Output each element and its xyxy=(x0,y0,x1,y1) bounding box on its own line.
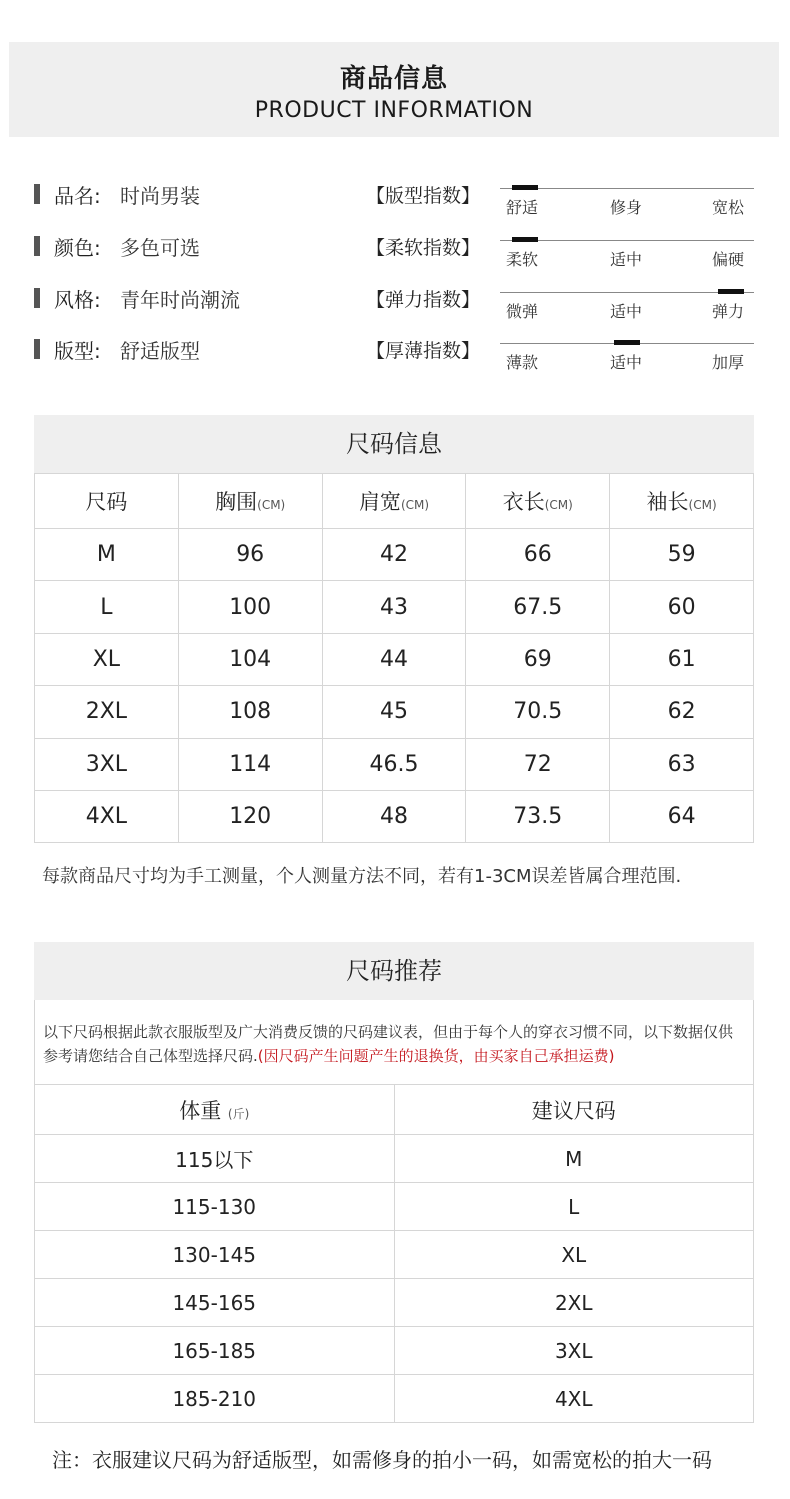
table-row xyxy=(35,738,754,790)
size-rec-table xyxy=(34,1084,754,1423)
size-info-title: 尺码信息 xyxy=(34,415,754,473)
table-row xyxy=(35,1183,754,1231)
table-cell: 62 xyxy=(610,686,754,738)
scale-option: 加厚 xyxy=(712,353,745,372)
scale-marker xyxy=(614,340,640,345)
scale-marker xyxy=(718,289,744,294)
table-cell: M xyxy=(35,529,179,581)
table-cell: XL xyxy=(394,1231,754,1279)
elasticity-index-label: 【弹力指数】 xyxy=(366,289,481,311)
info-key: 品名: xyxy=(54,184,101,208)
table-cell: 72 xyxy=(466,738,610,790)
scale-line xyxy=(500,188,754,189)
table-cell: 48 xyxy=(322,790,466,842)
product-info-header xyxy=(9,42,779,137)
info-value: 舒适版型 xyxy=(120,339,200,363)
scale-option: 适中 xyxy=(610,353,643,372)
table-cell: 42 xyxy=(322,529,466,581)
column-header: 胸围(CM) xyxy=(178,474,322,529)
scale-option: 弹力 xyxy=(712,302,745,321)
size-rec-title: 尺码推荐 xyxy=(34,942,754,1000)
scale-option: 适中 xyxy=(610,250,643,269)
table-row xyxy=(35,1375,754,1423)
table-cell: 3XL xyxy=(394,1327,754,1375)
info-value: 时尚男装 xyxy=(120,184,200,208)
scale-line xyxy=(500,240,754,241)
table-cell: 108 xyxy=(178,686,322,738)
column-header: 建议尺码 xyxy=(394,1085,754,1135)
table-cell: XL xyxy=(35,633,179,685)
table-cell: 2XL xyxy=(35,686,179,738)
table-cell: 46.5 xyxy=(322,738,466,790)
table-cell: 145-165 xyxy=(35,1279,395,1327)
softness-index-label: 【柔软指数】 xyxy=(366,237,481,259)
rec-desc-warning: (因尺码产生问题产生的退换货，由买家自己承担运费) xyxy=(257,1047,615,1065)
column-header: 体重 (斤) xyxy=(35,1085,395,1135)
column-header: 肩宽(CM) xyxy=(322,474,466,529)
info-key: 版型: xyxy=(54,339,101,363)
scale-option: 薄款 xyxy=(506,353,539,372)
table-cell: 185-210 xyxy=(35,1375,395,1423)
table-row xyxy=(35,633,754,685)
table-cell: 4XL xyxy=(35,790,179,842)
table-cell: 45 xyxy=(322,686,466,738)
bullet-marker xyxy=(34,288,40,308)
size-rec-description xyxy=(34,1000,754,1084)
page-subtitle: PRODUCT INFORMATION xyxy=(254,98,534,123)
table-row xyxy=(35,529,754,581)
table-cell: 61 xyxy=(610,633,754,685)
scale-marker xyxy=(512,237,538,242)
table-cell: 70.5 xyxy=(466,686,610,738)
fit-advice-note: 注：衣服建议尺码为舒适版型，如需修身的拍小一码，如需宽松的拍大一码 xyxy=(52,1448,712,1472)
rec-desc-text: 以下尺码根据此款衣服版型及广大消费反馈的尺码建议表，但由于每个人的穿衣习惯不同，以下数据仅供参考请您结合自己体型选择尺码. xyxy=(43,1023,734,1065)
scale-option: 偏硬 xyxy=(712,250,745,269)
bullet-marker xyxy=(34,236,40,256)
table-cell: 44 xyxy=(322,633,466,685)
scale-option: 修身 xyxy=(610,198,643,217)
table-cell: L xyxy=(35,581,179,633)
table-row xyxy=(35,581,754,633)
size-info-table xyxy=(34,473,754,843)
table-cell: L xyxy=(394,1183,754,1231)
elasticity-index-scale xyxy=(500,289,754,329)
table-row xyxy=(35,1327,754,1375)
table-cell: 100 xyxy=(178,581,322,633)
table-cell: 3XL xyxy=(35,738,179,790)
table-cell: 67.5 xyxy=(466,581,610,633)
table-cell: M xyxy=(394,1135,754,1183)
info-key: 颜色: xyxy=(54,236,101,260)
table-cell: 64 xyxy=(610,790,754,842)
table-cell: 165-185 xyxy=(35,1327,395,1375)
scale-marker xyxy=(512,185,538,190)
table-cell: 73.5 xyxy=(466,790,610,842)
table-cell: 43 xyxy=(322,581,466,633)
table-cell: 60 xyxy=(610,581,754,633)
table-header-row xyxy=(35,474,754,529)
table-cell: 63 xyxy=(610,738,754,790)
scale-option: 微弹 xyxy=(506,302,539,321)
table-cell: 69 xyxy=(466,633,610,685)
column-header: 尺码 xyxy=(35,474,179,529)
table-cell: 59 xyxy=(610,529,754,581)
table-row xyxy=(35,1231,754,1279)
thickness-index-scale xyxy=(500,340,754,380)
table-cell: 96 xyxy=(178,529,322,581)
table-cell: 120 xyxy=(178,790,322,842)
table-cell: 104 xyxy=(178,633,322,685)
scale-line xyxy=(500,292,754,293)
table-row xyxy=(35,1279,754,1327)
table-row xyxy=(35,1135,754,1183)
bullet-marker xyxy=(34,339,40,359)
softness-index-scale xyxy=(500,237,754,277)
table-row xyxy=(35,686,754,738)
table-cell: 66 xyxy=(466,529,610,581)
fit-index-scale xyxy=(500,185,754,225)
thickness-index-label: 【厚薄指数】 xyxy=(366,340,481,362)
bullet-marker xyxy=(34,184,40,204)
table-cell: 130-145 xyxy=(35,1231,395,1279)
column-header: 袖长(CM) xyxy=(610,474,754,529)
scale-option: 舒适 xyxy=(506,198,539,217)
fit-index-label: 【版型指数】 xyxy=(366,185,481,207)
info-value: 青年时尚潮流 xyxy=(120,288,240,312)
info-key: 风格: xyxy=(54,288,101,312)
table-cell: 115-130 xyxy=(35,1183,395,1231)
table-cell: 115以下 xyxy=(35,1135,395,1183)
table-header-row xyxy=(35,1085,754,1135)
info-value: 多色可选 xyxy=(120,236,200,260)
scale-option: 柔软 xyxy=(506,250,539,269)
scale-option: 适中 xyxy=(610,302,643,321)
table-cell: 4XL xyxy=(394,1375,754,1423)
measurement-note: 每款商品尺寸均为手工测量，个人测量方法不同，若有1-3CM误差皆属合理范围. xyxy=(42,866,682,887)
scale-option: 宽松 xyxy=(712,198,745,217)
page-title: 商品信息 xyxy=(339,64,448,94)
table-cell: 114 xyxy=(178,738,322,790)
table-row xyxy=(35,790,754,842)
column-header: 衣长(CM) xyxy=(466,474,610,529)
table-cell: 2XL xyxy=(394,1279,754,1327)
